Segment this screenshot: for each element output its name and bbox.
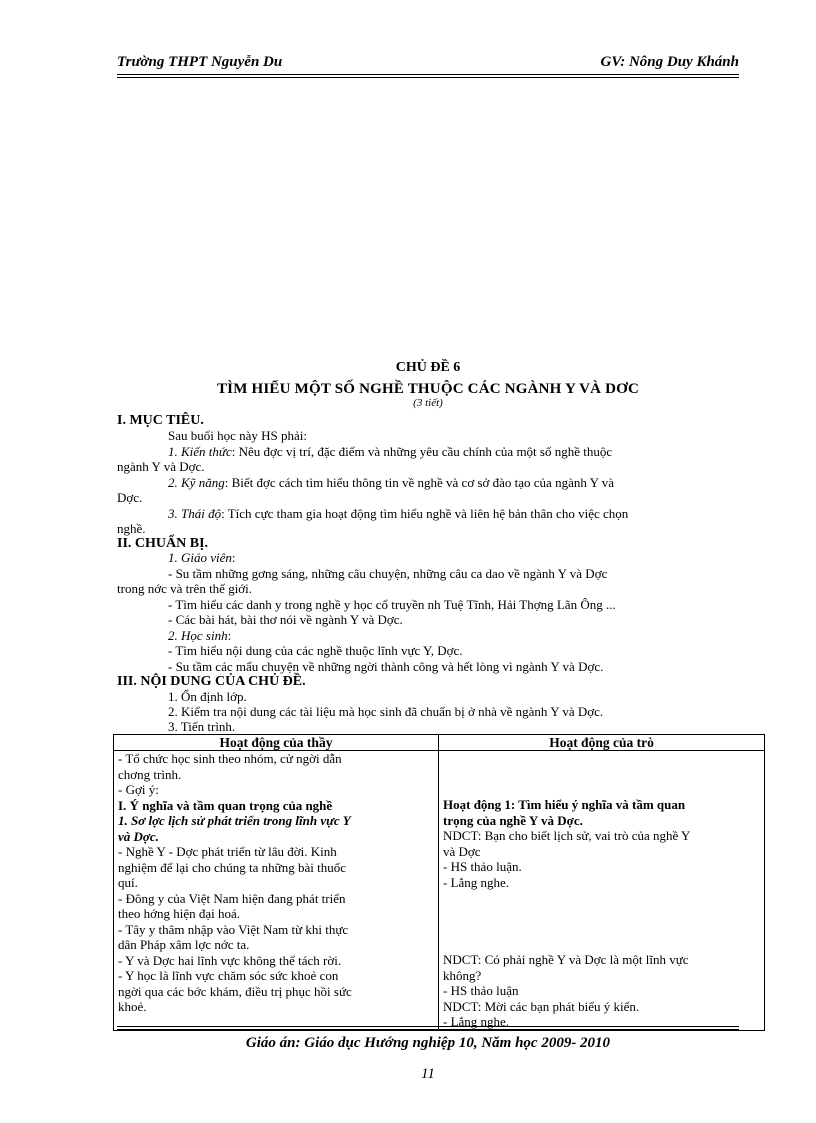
list-item: NDCT: Có phải nghề Y và Dợc là một lĩnh vực [443,952,689,967]
label-skill: 2. Kỹ năng [168,475,225,490]
list-item: - HS thảo luận [443,983,519,998]
footer-rule [117,1026,739,1027]
list-item: - Y học là lĩnh vực chăm sóc sức khoẻ con [118,968,339,983]
subheading: trọng của nghề Y và Dợc. [443,812,583,828]
list-item: - Gợi ý: [118,782,159,797]
text-knowledge: : Nêu đợc vị trí, đặc điểm và những yêu cầu chính của một số nghề thuộc [231,444,613,459]
page-number: 11 [421,1066,435,1082]
text-skill: : Biết đợc cách tìm hiểu thông tin về nghề và cơ sở đào tạo của ngành Y và [224,475,615,490]
col-student-header: Hoạt động của trò [439,735,765,751]
section-heading-preparation: II. CHUẨN BỊ. [117,536,209,551]
label-teacher-colon: : [231,550,236,565]
list-item: - Y và Dợc hai lĩnh vực không thể tách rời. [118,952,342,968]
label-student: 2. Học sinh [168,628,228,643]
table-row [114,751,765,1031]
list-item: chơng trình. [118,766,182,782]
prep-teacher-3: - Các bài hát, bài thơ nói về ngành Y và Dợc. [168,612,403,627]
section-heading-content: III. NỘI DUNG CỦA CHỦ ĐỀ. [117,674,306,689]
text-attitude: : Tích cực tham gia hoạt động tìm hiểu nghề và liên hệ bản thân cho việc chọn [221,506,629,521]
subheading: I. Ý nghĩa và tầm quan trọng của nghề [118,797,333,813]
list-item: không? [443,967,482,983]
list-item: nghiệm để lại cho chúng ta những bài thuốc [118,859,346,875]
footer-rule-2 [117,1029,739,1030]
list-item: - Tổ chức học sinh theo nhóm, cử ngời dẫn [118,751,342,766]
list-item: - HS thảo luận. [443,859,522,874]
list-item: - Lắng nghe. [443,1014,510,1029]
objective-attitude-cont: nghề. [117,521,146,536]
list-item: - Lắng nghe. [443,874,510,890]
header-rule [117,74,739,75]
spacer [443,751,760,797]
list-item: theo hớng hiện đại hoá. [118,906,241,921]
content-step-1: 1. Ổn định lớp. [168,689,247,704]
prep-teacher-1-cont: trong nớc và trên thế giới. [117,581,253,596]
objective-knowledge [168,444,612,460]
subheading: Hoạt động 1: Tìm hiểu ý nghĩa và tầm quan [443,797,686,812]
objectives-intro: Sau buổi học này HS phải: [168,428,308,443]
list-item: ngời qua các bớc khám, điều trị phục hồi sức [118,983,352,999]
section-heading-objectives: I. MỤC TIÊU. [117,413,204,428]
list-item: - Nghề Y - Dợc phát triển từ lâu đời. Kinh [118,844,337,859]
list-item: - Đông y của Việt Nam hiện đang phát triển [118,890,346,906]
prep-student-label [168,628,231,644]
student-activities [439,751,765,1031]
list-item: và Dợc [443,843,481,859]
page-header [117,54,739,74]
list-item: dân Pháp xâm lợc nớc ta. [118,937,250,952]
prep-student-2: - Su tầm các mẩu chuyện về những ngời thành công và hết lòng vì ngành Y và Dợc. [168,659,604,674]
label-teacher: 1. Giáo viên [168,550,232,565]
topic-number: CHỦ ĐỀ 6 [395,360,461,375]
objective-attitude [168,506,628,522]
prep-teacher-label [168,550,236,566]
objective-skill [168,475,614,491]
list-item: NDCT: Mời các bạn phát biểu ý kiến. [443,998,640,1014]
label-student-colon: : [227,628,232,643]
teacher-activities [114,751,439,1031]
list-item: NDCT: Bạn cho biết lịch sử, vai trò của nghề Y [443,828,691,843]
content-step-2: 2. Kiểm tra nội dung các tài liệu mà học sinh đã chuẩn bị ở nhà về ngành Y và Dợc. [168,704,604,719]
footer-text: Giáo án: Giáo dục Hướng nghiệp 10, Năm học 2009- 2010 [245,1035,611,1051]
spacer [443,890,760,952]
label-attitude: 3. Thái độ [168,506,222,521]
objective-skill-cont: Dợc. [117,490,143,505]
subheading: 1. Sơ lợc lịch sử phát triển trong lĩnh vực Y [118,813,351,828]
list-item: quí. [118,875,138,890]
prep-teacher-1: - Su tầm những gơng sáng, những câu chuyện, những câu ca dao về ngành Y và Dợc [168,566,608,581]
col-teacher-header: Hoạt động của thầy [114,735,439,751]
label-knowledge: 1. Kiến thức [168,444,232,459]
list-item: - Tây y thâm nhập vào Việt Nam từ khi thực [118,921,349,937]
content-step-3: 3. Tiến trình. [168,719,236,734]
teacher-name: GV: Nông Duy Khánh [600,54,739,70]
header-rule-2 [117,77,739,78]
topic-title: TÌM HIỂU MỘT SỐ NGHỀ THUỘC CÁC NGÀNH Y VÀ DƠC [216,381,640,397]
prep-teacher-2: - Tìm hiểu các danh y trong nghề y học cổ truyền nh Tuệ Tĩnh, Hải Thợng Lãn Ông ... [168,597,616,612]
objective-knowledge-cont: ngành Y và Dợc. [117,459,205,474]
school-name: Trường THPT Nguyễn Du [117,54,283,70]
activity-table [113,734,765,1031]
table-header-row [114,735,765,751]
subheading: và Dợc. [118,828,159,844]
topic-duration: (3 tiết) [413,397,443,409]
prep-student-1: - Tìm hiểu nội dung của các nghề thuộc lĩnh vực Y, Dợc. [168,643,463,658]
list-item: khoẻ. [118,999,147,1014]
